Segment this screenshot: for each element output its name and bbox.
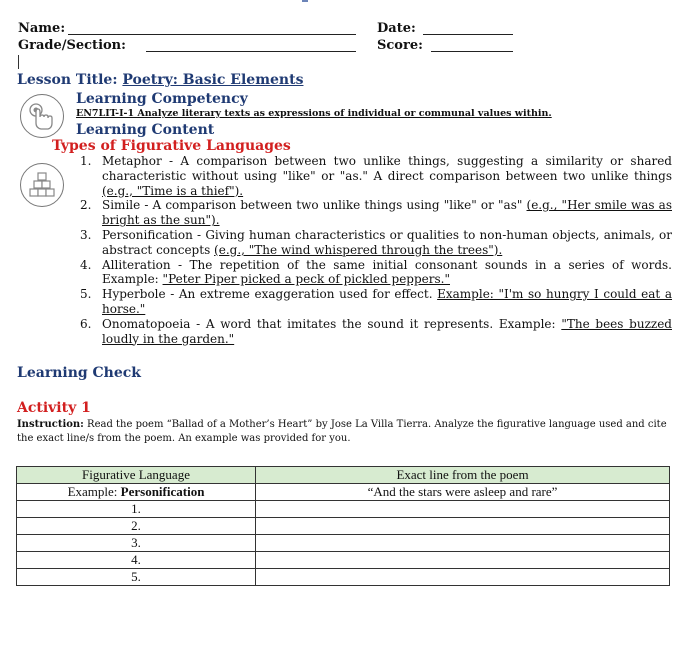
instruction bbox=[17, 418, 669, 445]
instruction-label: Instruction: bbox=[17, 419, 84, 430]
competency-text: EN7LIT-I-1 Analyze literary texts as expressions of individual or communal values within. bbox=[76, 108, 552, 119]
table-row bbox=[17, 569, 670, 586]
row-number: 5. bbox=[17, 569, 256, 586]
row-number: 3. bbox=[17, 535, 256, 552]
list-item: 6. Onomatopoeia - A word that imitates the sound it represents. Example: "The bees buzzed loudly in the garden." bbox=[80, 316, 672, 346]
col-exact-line: Exact line from the poem bbox=[256, 467, 670, 484]
date-field[interactable] bbox=[423, 34, 513, 35]
types-heading: Types of Figurative Languages bbox=[52, 138, 291, 154]
hand-tap-icon bbox=[20, 94, 64, 138]
grade-label: Grade/Section: bbox=[18, 38, 126, 53]
list-item: 3. Personification - Giving human characteristics or qualities to non-human objects, animals, or abstract concepts (e.g., "The wind whispered through the trees"). bbox=[80, 227, 672, 257]
list-item: 1. Metaphor - A comparison between two unlike things, suggesting a similarity or shared characteristic without using "like" or "as." A direct comparison between two unlike things (e.g., "Time is a thief"). bbox=[80, 154, 672, 198]
score-field[interactable] bbox=[431, 51, 513, 52]
row-number: 4. bbox=[17, 552, 256, 569]
score-label: Score: bbox=[377, 38, 423, 53]
row-number: 1. bbox=[17, 501, 256, 518]
date-label: Date: bbox=[377, 21, 416, 36]
answer-cell[interactable] bbox=[256, 535, 670, 552]
activity-title: Activity 1 bbox=[17, 400, 91, 416]
answer-cell[interactable] bbox=[256, 501, 670, 518]
row-number: 2. bbox=[17, 518, 256, 535]
grade-field[interactable] bbox=[146, 51, 356, 52]
name-label: Name: bbox=[18, 21, 66, 36]
lesson-title-label: Lesson Title: bbox=[17, 72, 118, 88]
activity-table bbox=[16, 466, 670, 586]
answer-cell[interactable] bbox=[256, 569, 670, 586]
table-row bbox=[17, 484, 670, 501]
text-cursor bbox=[18, 55, 19, 69]
figurative-list bbox=[80, 154, 672, 346]
content-heading: Learning Content bbox=[76, 122, 215, 138]
list-item: 4. Alliteration - The repetition of the same initial consonant sounds in a series of words. Example: "Peter Piper picked a peck of pickled peppers." bbox=[80, 257, 672, 287]
answer-cell[interactable] bbox=[256, 518, 670, 535]
learning-check-heading: Learning Check bbox=[17, 365, 141, 381]
table-row bbox=[17, 518, 670, 535]
answer-cell[interactable] bbox=[256, 552, 670, 569]
top-mark bbox=[302, 0, 308, 2]
example-type-cell: Example: Personification bbox=[17, 484, 256, 501]
table-row bbox=[17, 535, 670, 552]
table-row bbox=[17, 552, 670, 569]
name-field[interactable] bbox=[68, 34, 356, 35]
list-item: 2. Simile - A comparison between two unlike things using "like" or "as" (e.g., "Her smile was as bright as the sun"). bbox=[80, 198, 672, 228]
competency-heading: Learning Competency bbox=[76, 91, 248, 107]
lesson-title-value: Poetry: Basic Elements bbox=[122, 72, 304, 88]
table-header-row bbox=[17, 467, 670, 484]
instruction-text: Read the poem “Ballad of a Mother’s Heart” by Jose La Villa Tierra. Analyze the figurative language used and cite the exact line/s from the poem. An example was provided for you. bbox=[17, 419, 667, 444]
example-line-cell: “And the stars were asleep and rare” bbox=[256, 484, 670, 501]
col-figurative-language: Figurative Language bbox=[17, 467, 256, 484]
table-row bbox=[17, 501, 670, 518]
stacked-blocks-icon bbox=[20, 163, 64, 207]
lesson-title bbox=[17, 72, 303, 88]
list-item: 5. Hyperbole - An extreme exaggeration used for effect. Example: "I'm so hungry I could eat a horse." bbox=[80, 287, 673, 316]
